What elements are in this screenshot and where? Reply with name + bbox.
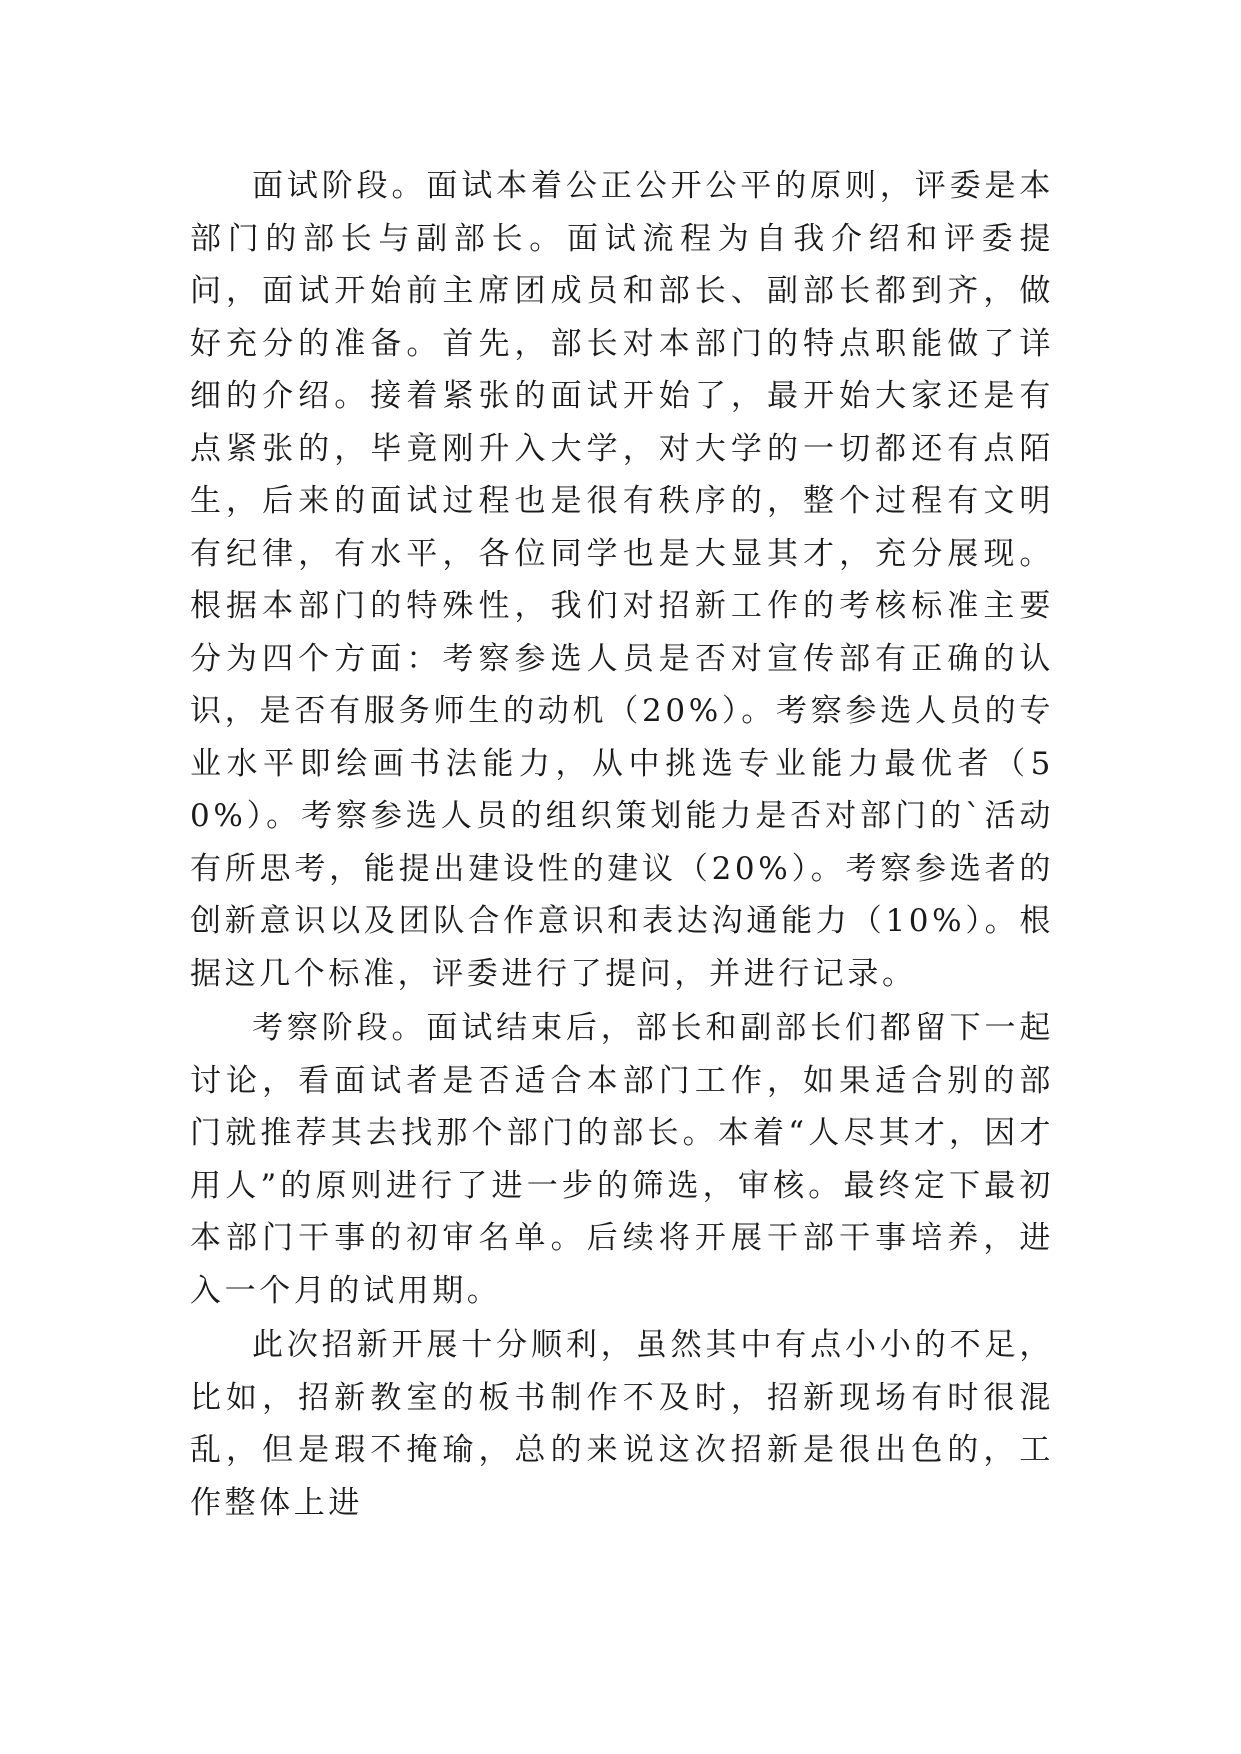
paragraph-interview-stage: 面试阶段。面试本着公正公开公平的原则，评委是本部门的部长与副部长。面试流程为自我介绍和评委提问，面试开始前主席团成员和部长、副部长都到齐，做好充分的准备。首先，部长对本部门的特点职能做了详细的介绍。接着紧张的面试开始了，最开始大家还是有点紧张的，毕竟刚升入大学，对大学的一切都还有点陌生，后来的面试过程也是很有秩序的，整个过程有文明有纪律，有水平，各位同学也是大显其才，充分展现。根据本部门的特殊性，我们对招新工作的考核标准主要分为四个方面：考察参选人员是否对宣传部有正确的认识，是否有服务师生的动机（20%）。考察参选人员的专业水平即绘画书法能力，从中挑选专业能力最优者（50%）。考察参选人员的组织策划能力是否对部门的`活动有所思考，能提出建设性的建议（20%）。考察参选者的创新意识以及团队合作意识和表达沟通能力（10%）。根据这几个标准，评委进行了提问，并进行记录。	[190, 168, 1054, 992]
document-page	[190, 160, 1054, 1529]
paragraph-summary: 此次招新开展十分顺利，虽然其中有点小小的不足，比如，招新教室的板书制作不及时，招新现场有时很混乱，但是瑕不掩瑜，总的来说这次招新是很出色的，工作整体上进	[190, 1327, 1054, 1521]
paragraph-review-stage: 考察阶段。面试结束后，部长和副部长们都留下一起讨论，看面试者是否适合本部门工作，如果适合别的部门就推荐其去找那个部门的部长。本着“人尽其才，因才用人”的原则进行了进一步的筛选，审核。最终定下最初本部门干事的初审名单。后续将开展干部干事培养，进入一个月的试用期。	[190, 1010, 1054, 1309]
